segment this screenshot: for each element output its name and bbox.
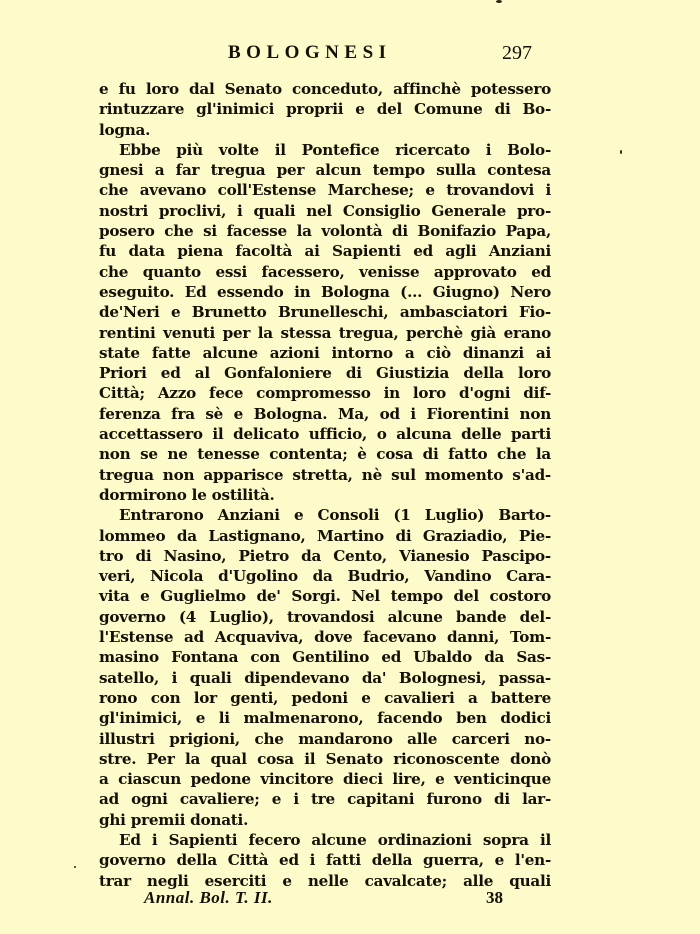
text-line: gl'inimici, e li malmenarono, facendo ben dodici [99, 709, 551, 728]
text-line: fu data piena facoltà ai Sapienti ed agli Anziani [99, 242, 551, 261]
text-line: Città; Azzo fece compromesso in loro d'ogni dif- [99, 384, 551, 403]
text-line: tregua non apparisce stretta, nè sul momento s'ad- [99, 465, 551, 484]
running-title: BOLOGNESI [228, 42, 392, 63]
ink-speck [496, 0, 502, 3]
text-line: posero che si facesse la volontà di Bonifazio Papa, [99, 222, 551, 241]
text-line: a ciascun pedone vincitore dieci lire, e venticinque [99, 770, 551, 789]
text-line: nostri proclivi, i quali nel Consiglio Generale pro- [99, 201, 551, 220]
page-footer [0, 888, 700, 912]
sheet-number: 38 [486, 888, 503, 907]
text-line: eseguito. Ed essendo in Bologna (... Giugno) Nero [99, 282, 551, 301]
text-line: vita e Guglielmo de' Sorgi. Nel tempo del costoro [99, 587, 551, 606]
text-line: Priori ed al Gonfaloniere di Giustizia della loro [99, 364, 551, 383]
printer-signature: Annal. Bol. T. II. [144, 888, 273, 907]
text-line: logna. [99, 120, 151, 139]
text-line: governo della Città ed i fatti della guerra, e l'en- [99, 851, 551, 870]
text-line: l'Estense ad Acquaviva, dove facevano danni, Tom- [99, 628, 551, 647]
text-line: ad ogni cavaliere; e i tre capitani furono di lar- [99, 790, 551, 809]
text-line: state fatte alcune azioni intorno a ciò dinanzi ai [99, 343, 551, 362]
text-line: rentini venuti per la stessa tregua, perchè già erano [99, 323, 551, 342]
text-line: non se ne tenesse contenta; è cosa di fatto che la [99, 445, 551, 464]
text-line: dormirono le ostilità. [99, 485, 275, 504]
text-line: gnesi a far tregua per alcun tempo sulla contesa [99, 161, 551, 180]
text-line: ghi premii donati. [99, 810, 249, 829]
text-line: illustri prigioni, che mandarono alle carceri no- [99, 729, 551, 748]
text-line: lommeo da Lastignano, Martino di Graziadio, Pie- [99, 526, 551, 545]
text-line: Ed i Sapienti fecero alcune ordinazioni sopra il [119, 830, 551, 849]
page-number: 297 [502, 42, 532, 64]
text-line: che avevano coll'Estense Marchese; e trovandovi i [99, 181, 551, 200]
text-line: stre. Per la qual cosa il Senato riconoscente donò [99, 749, 551, 768]
text-line: masino Fontana con Gentilino ed Ubaldo da Sas- [99, 648, 551, 667]
text-line: ferenza fra sè e Bologna. Ma, od i Fiorentini non [99, 404, 551, 423]
text-line: rintuzzare gl'inimici proprii e del Comune di Bo- [99, 100, 551, 119]
page-header [0, 40, 700, 68]
text-line: tro di Nasino, Pietro da Cento, Vianesio Pascipo- [99, 546, 551, 565]
text-line: governo (4 Luglio), trovandosi alcune bande del- [99, 607, 551, 626]
text-line: Ebbe più volte il Pontefice ricercato i Bolo- [119, 140, 551, 159]
text-line: trar negli eserciti e nelle cavalcate; alle quali [99, 871, 551, 890]
text-line: accettassero il delicato ufficio, o alcuna delle parti [99, 425, 551, 444]
text-line: Entrarono Anziani e Consoli (1 Luglio) Barto- [119, 506, 551, 525]
text-line: che quanto essi facessero, venisse approvato ed [99, 262, 551, 281]
text-line: rono con lor genti, pedoni e cavalieri a battere [99, 688, 551, 707]
text-line: veri, Nicola d'Ugolino da Budrio, Vandino Cara- [99, 567, 551, 586]
text-line: de'Neri e Brunetto Brunelleschi, ambasciatori Fio- [99, 303, 551, 322]
ink-speck [620, 150, 622, 154]
body-text [99, 79, 551, 891]
text-line: satello, i quali dipendevano da' Bolognesi, passa- [99, 668, 551, 687]
ink-speck [74, 866, 76, 868]
text-line: e fu loro dal Senato conceduto, affinchè potessero [99, 80, 551, 98]
